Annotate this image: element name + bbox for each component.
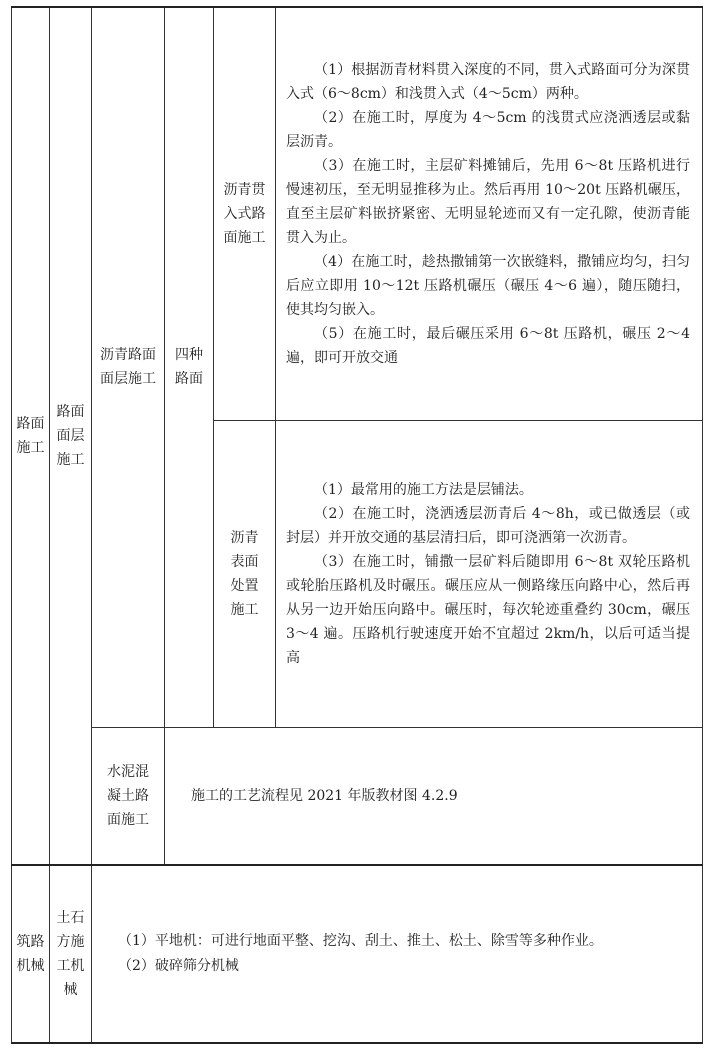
machinery-description [92,865,703,1043]
list-item: （3）在施工时，铺撒一层矿料后随即用 6～8t 双轮压路机或轮胎压路机及时碾压。碾压应从一侧路缘压向路中心，然后再从另一边开始压向路中。碾压时，每次轮迹重叠约 30cm，碾压 3～4 遍。压路机行驶速度开始不宜超过 2km/h，以后可适当提高 [286,553,690,666]
list-item: （1）根据沥青材料贯入深度的不同，贯入式路面可分为深贯入式（6～8cm）和浅贯入式（4～5cm）两种。 [286,61,690,102]
method-surface-treatment: 沥青表面处置施工 [214,420,276,727]
group-label: 四种路面 [165,7,214,727]
table-row [12,727,703,865]
list-item: （1）最常用的施工方法是层铺法。 [314,481,533,498]
penetration-description [276,7,703,420]
list-item: （2）破碎筛分机械 [118,958,239,974]
cement-description: 施工的工艺流程见 2021 年版教材图 4.2.9 [165,727,703,865]
list-item: （2）在施工时，浇洒透层沥青后 4～8h，或已做透层（或封层）并开放交通的基层清扫后，即可浇洒第一次沥青。 [286,505,690,546]
subcategory-road-surface: 路面面层施工 [50,7,92,865]
surface-treatment-description [276,420,703,727]
list-item: （1）平地机：可进行地面平整、挖沟、刮土、推土、松土、除雪等多种作业。 [118,933,603,949]
table-row [12,7,703,420]
construction-table [11,6,703,1044]
list-item: （3）在施工时，主层矿料摊铺后，先用 6～8t 压路机进行慢速初压，至无明显推移为止。然后再用 10～20t 压路机碾压，直至主层矿料嵌挤紧密、无明显轮迹而又有一定孔隙，使沥青能贯入为止。 [286,157,690,246]
method-penetration: 沥青贯入式路面施工 [214,7,276,420]
list-item: （4）在施工时，趁热撒铺第一次嵌缝料，撒铺应均匀，扫匀后应立即用 10～12t 压路机碾压（碾压 4～6 遍），随压随扫，使其均匀嵌入。 [286,253,690,318]
category-road: 路面施工 [12,7,50,865]
list-item: （5）在施工时，最后碾压采用 6～8t 压路机，碾压 2～4 遍，即可开放交通 [286,325,690,366]
table-row [12,865,703,1043]
cement-label: 水泥混凝土路面施工 [92,727,165,865]
asphalt-layer-label: 沥青路面面层施工 [92,7,165,727]
subcategory-earthwork: 土石方施工机械 [50,865,92,1043]
list-item: （2）在施工时，厚度为 4～5cm 的浅贯式应浇洒透层或黏层沥青。 [286,109,690,150]
category-machinery: 筑路机械 [12,865,50,1043]
